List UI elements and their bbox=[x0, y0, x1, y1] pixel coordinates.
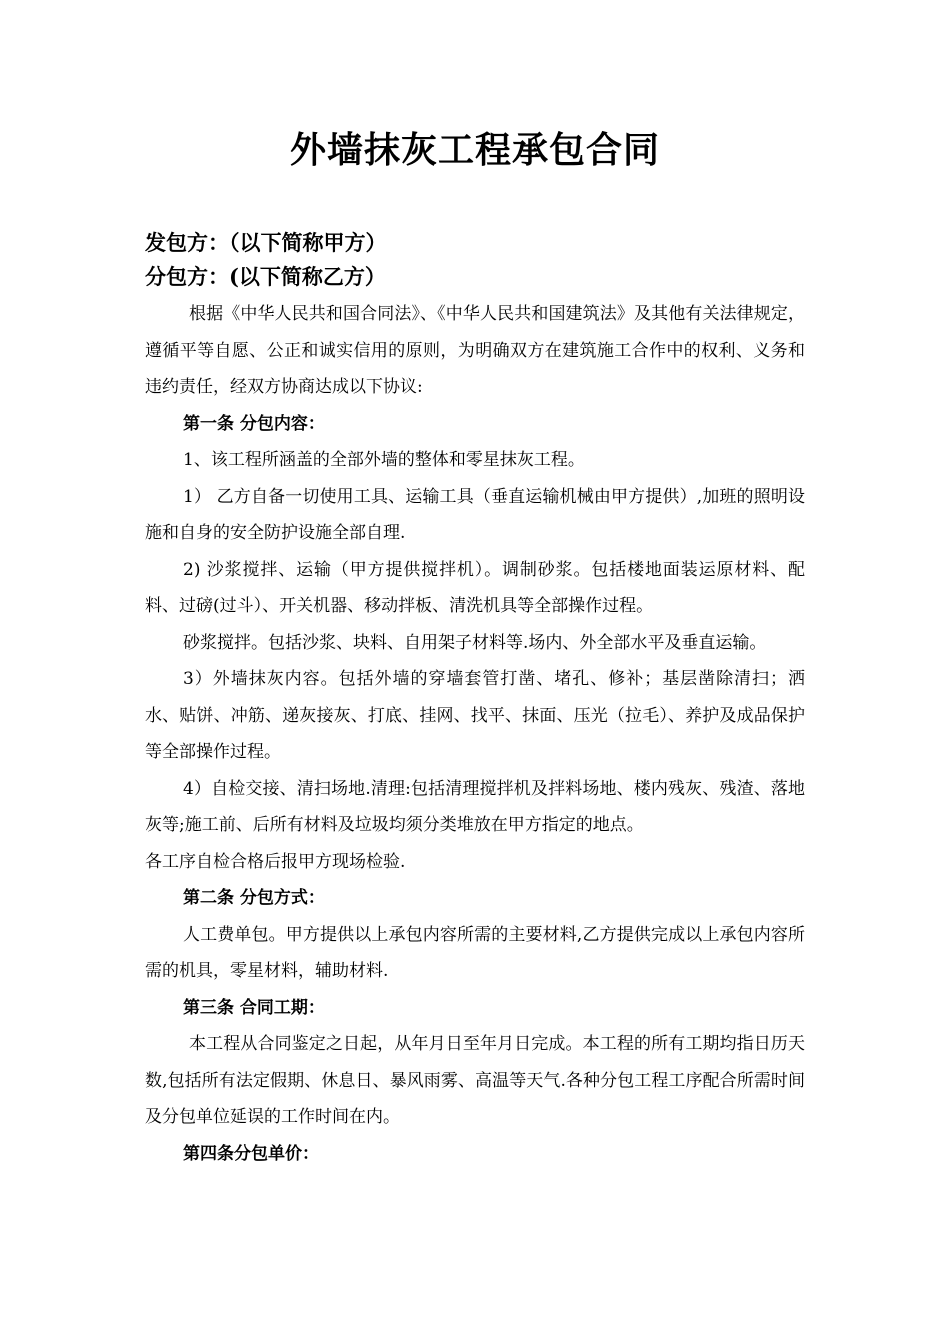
article-4-heading: 第四条分包单价： bbox=[183, 1143, 319, 1164]
article-1-item-mixing: 砂浆搅拌。包括沙浆、块料、自用架子材料等.场内、外全部水平及垂直运输。 bbox=[183, 632, 767, 653]
article-1-heading: 第一条 分包内容： bbox=[183, 413, 325, 434]
article-3-paragraph: 本工程从合同鉴定之日起，从年月日至年月日完成。本工程的所有工期均指日历天数,包括所有法定假期、休息日、暴风雨雾、高温等天气.各种分包工程工序配合所需时间及分包单位延误的工作时间在内。 bbox=[145, 1034, 805, 1127]
intro-paragraph: 根据《中华人民共和国合同法》、《中华人民共和国建筑法》及其他有关法律规定，遵循平等自愿、公正和诚实信用的原则，为明确双方在建筑施工合作中的权利、义务和违约责任，经双方协商达成以下协议: bbox=[145, 304, 805, 397]
article-1-item-inspection: 各工序自检合格后报甲方现场检验. bbox=[145, 851, 406, 872]
document-title: 外墙抹灰工程承包合同 bbox=[289, 129, 660, 171]
article-2-paragraph: 人工费单包。甲方提供以上承包内容所需的主要材料,乙方提供完成以上承包内容所需的机具，零星材料，辅助材料. bbox=[145, 924, 805, 981]
article-3-heading: 第三条 合同工期： bbox=[183, 997, 325, 1018]
article-1-item-mortar: 2) 沙浆搅拌、运输（甲方提供搅拌机）。调制砂浆。包括楼地面装运原材料、配料、过磅(过斗）、开关机器、移动拌板、清洗机具等全部操作过程。 bbox=[145, 559, 805, 616]
article-1-item-plastering: 3）外墙抹灰内容。包括外墙的穿墙套管打凿、堵孔、修补；基层凿除清扫；洒水、贴饼、冲筋、递灰接灰、打底、挂网、找平、抹面、压光（拉毛）、养护及成品保护等全部操作过程。 bbox=[145, 669, 805, 762]
article-2-heading: 第二条 分包方式： bbox=[183, 888, 325, 908]
contract-body bbox=[145, 296, 805, 1172]
party-a-line: 发包方：（以下简称甲方） bbox=[145, 230, 387, 255]
party-b-line: 分包方：(以下简称乙方） bbox=[145, 264, 386, 289]
article-1-item-scope: 1、该工程所涵盖的全部外墙的整体和零星抹灰工程。 bbox=[183, 450, 585, 470]
article-1-item-cleanup: 4）自检交接、清扫场地.清理:包括清理搅拌机及拌料场地、楼内残灰、残渣、落地灰等;施工前、后所有材料及垃圾均须分类堆放在甲方指定的地点。 bbox=[145, 778, 805, 835]
article-1-item-tools: 1） 乙方自备一切使用工具、运输工具（垂直运输机械由甲方提供）,加班的照明设施和自身的安全防护设施全部自理. bbox=[145, 486, 805, 543]
